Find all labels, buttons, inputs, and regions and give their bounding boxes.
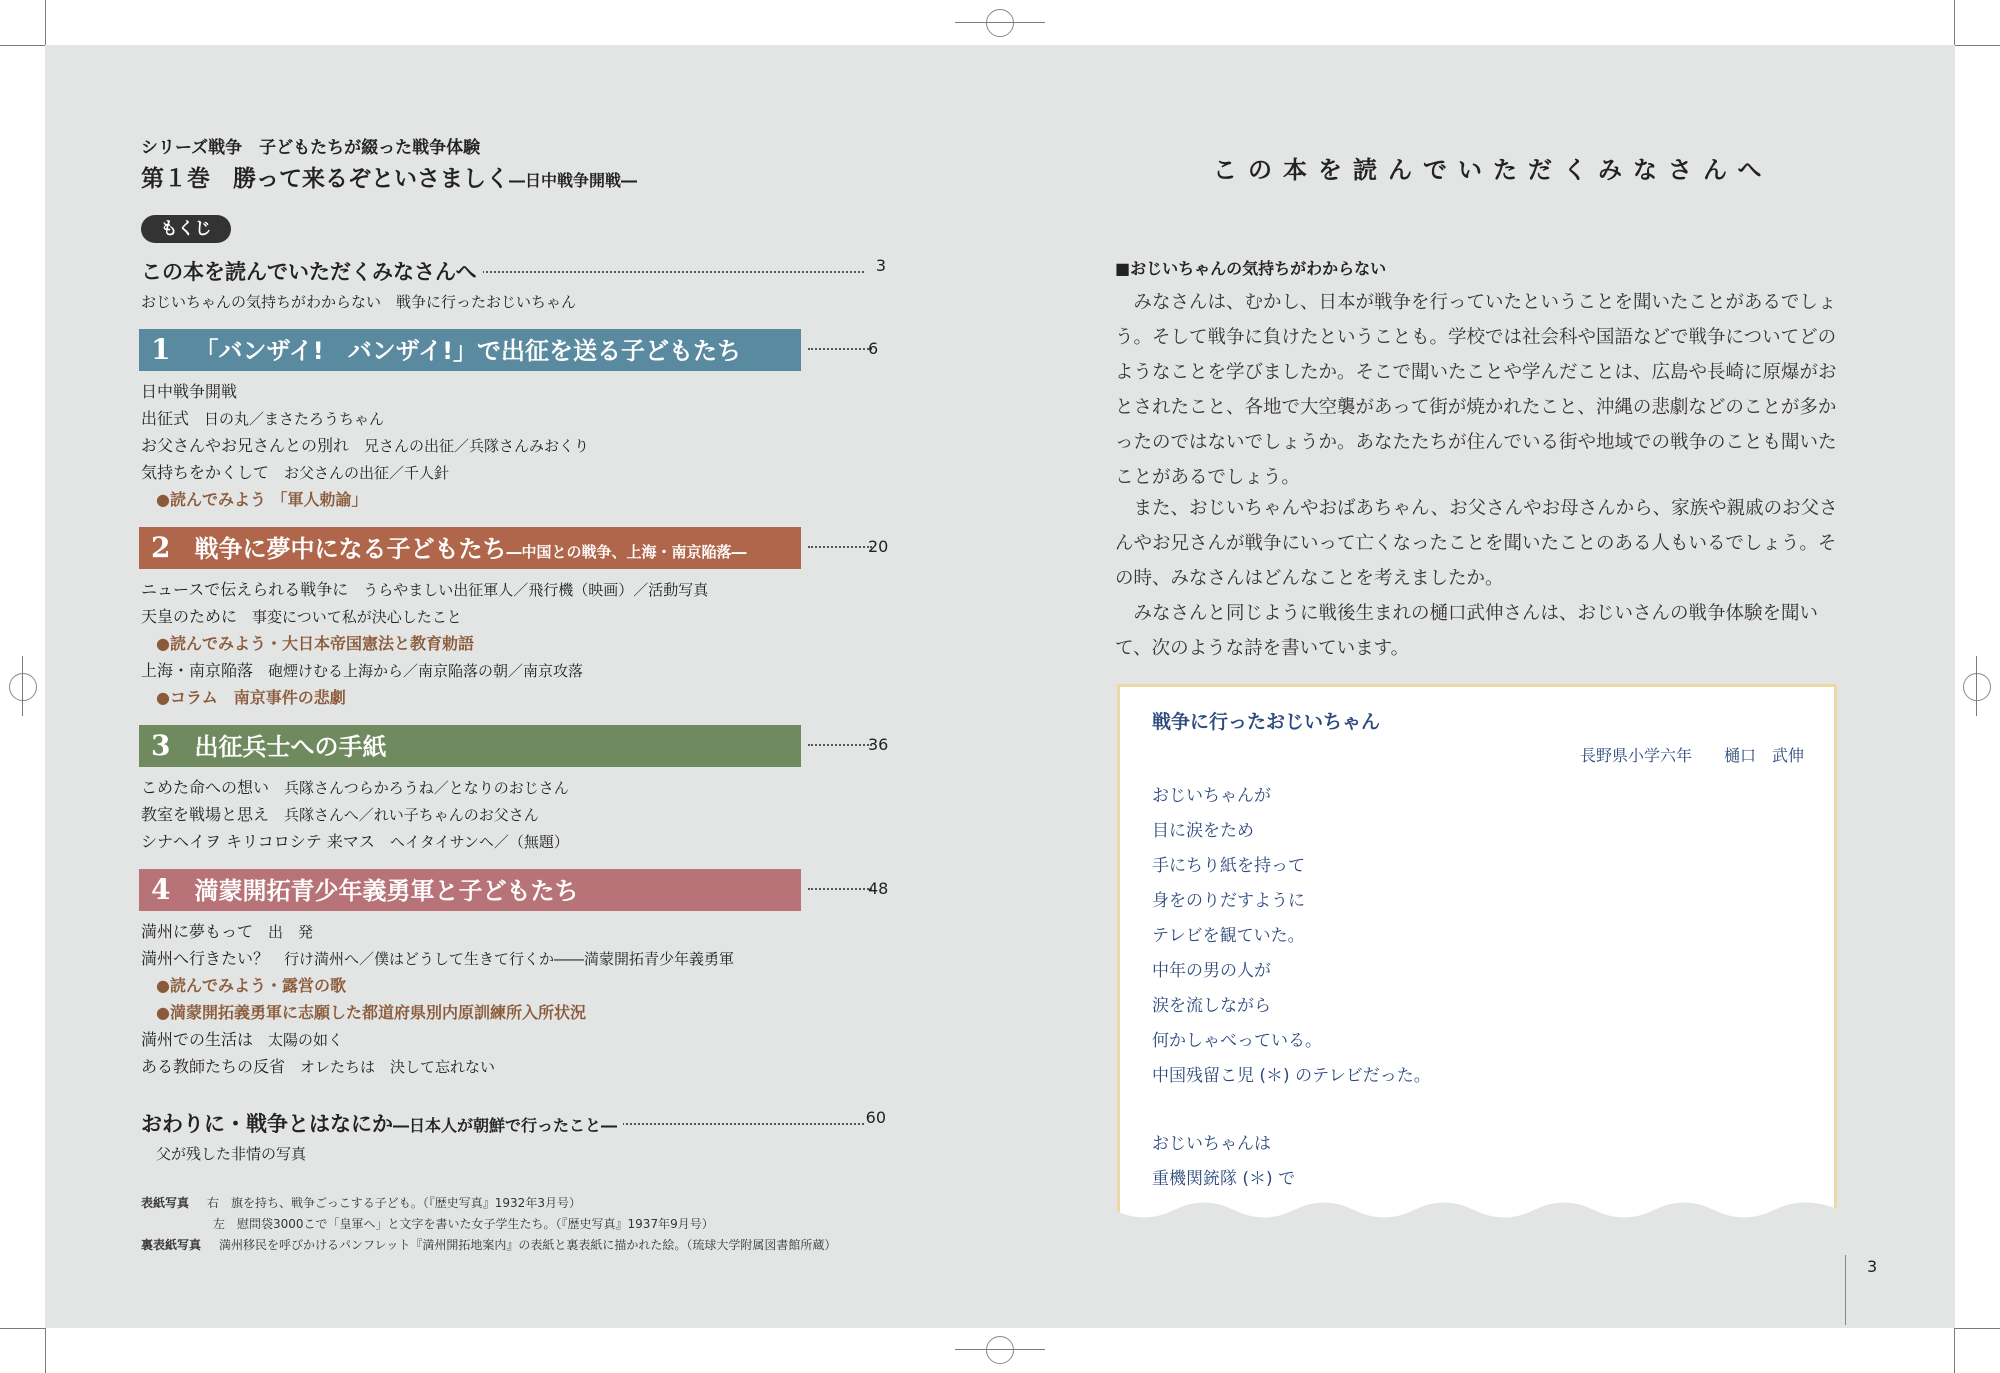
chapter-page-number: 48 [868, 879, 889, 898]
poem-line: 目に涙をため [1152, 821, 1254, 841]
chapter-page-number: 20 [868, 537, 889, 556]
toc-line-sub: 兵隊さんつらかろうね／となりのおじさん [284, 779, 569, 797]
toc-line-sub: 行け満州へ／僕はどうして生きて行くか――満蒙開拓青少年義勇軍 [284, 950, 735, 968]
toc-line-main: 天皇のために [141, 607, 238, 626]
poem-line: おじいちゃんは [1152, 1134, 1271, 1154]
poem-line: 中国残留こ児 (＊) のテレビだった。 [1152, 1066, 1431, 1086]
toc-line-main: 満州に夢もって [141, 922, 254, 941]
body-paragraph: また、おじいちゃんやおばあちゃん、お父さんやお母さんから、家族や親戚のお父さんやお兄さんが戦争にいって亡くなったことを聞いたことのある人もいるでしょう。その時、みなさんはどんなことを考えましたか。 [1115, 498, 1838, 589]
toc-line [141, 946, 734, 969]
registration-line [22, 656, 23, 716]
poem-line: 何かしゃべっている。 [1152, 1031, 1322, 1051]
toc-column-item: ●コラム 南京事件の悲劇 [156, 688, 346, 707]
poem-line: おじいちゃんが [1152, 786, 1271, 806]
crop-mark [0, 45, 45, 46]
toc-line-sub: 兵隊さんへ／れい子ちゃんのお父さん [284, 806, 539, 824]
poem-line: 手にちり紙を持って [1152, 856, 1305, 876]
leader-dots [808, 348, 872, 350]
toc-line-main: 満州での生活は [141, 1030, 254, 1049]
toc-ending-sub: 父が残した非情の写真 [156, 1145, 307, 1163]
footnote-text: 左 慰問袋3000こで「皇軍へ」と文字を書いた女子学生たち。（『歴史写真』1937年9月号） [213, 1217, 714, 1231]
toc-line-sub: オレたちは 決して忘れない [300, 1058, 496, 1076]
toc-line [141, 460, 449, 483]
footnote-text: 右 旗を持ち、戦争ごっこする子ども。（『歴史写真』1932年3月号） [207, 1196, 581, 1210]
toc-ending-row[interactable] [141, 1108, 886, 1134]
chapter-3-banner[interactable] [139, 725, 801, 767]
footnote-label: 表紙写真 [141, 1196, 190, 1210]
contents-badge: もくじ [141, 215, 231, 243]
leader-dots [808, 744, 872, 746]
registration-line [955, 1349, 1045, 1350]
chapter-page-number: 36 [868, 735, 889, 754]
registration-mark [986, 9, 1014, 37]
crop-mark [1954, 1328, 1955, 1373]
toc-intro-row[interactable] [141, 256, 886, 282]
crop-mark [45, 0, 46, 45]
series-title: シリーズ戦争 子どもたちが綴った戦争体験 [141, 138, 481, 158]
toc-line [141, 433, 589, 456]
chapter-number: 2 [151, 531, 171, 564]
chapter-2-banner[interactable] [139, 527, 801, 569]
toc-line [141, 379, 237, 402]
toc-line-sub: うらやましい出征軍人／飛行機（映画）／活動写真 [363, 581, 709, 599]
toc-line [141, 802, 539, 825]
poem-line: テレビを観ていた。 [1152, 926, 1305, 946]
crop-mark [1955, 45, 2000, 46]
poem-line: 重機関銃隊 (＊) で [1152, 1169, 1296, 1189]
toc-line [141, 1027, 343, 1050]
body-paragraph: みなさんと同じように戦後生まれの樋口武伸さんは、おじいさんの戦争体験を聞いて、次のような詩を書いています。 [1115, 603, 1819, 659]
toc-line-sub: 太陽の如く [268, 1031, 344, 1049]
poem-author: 長野県小学六年 樋口 武伸 [1579, 746, 1804, 765]
toc-line-main: 満州へ行きたい？ [141, 949, 270, 968]
toc-line-sub: ヘイタイサンヘ／（無題） [389, 833, 569, 851]
leader-dots [808, 888, 872, 890]
toc-line-sub: 事変について私が決心したこと [252, 608, 462, 626]
ending-title-main: おわりに・戦争とはなにか [141, 1112, 393, 1136]
toc-line [141, 829, 569, 852]
section-heading: ■おじいちゃんの気持ちがわからない [1115, 259, 1387, 278]
footnote [141, 1194, 581, 1211]
poem-line: 涙を流しながら [1152, 996, 1271, 1016]
toc-line-sub: 兄さんの出征／兵隊さんみおくり [364, 437, 590, 455]
poem-line: 身をのりだすように [1152, 891, 1305, 911]
toc-page-number: 60 [865, 1108, 886, 1127]
chapter-page-number: 6 [868, 339, 879, 358]
ending-title-sub: ―日本人が朝鮮で行ったこと― [393, 1116, 618, 1135]
body-paragraph: みなさんは、むかし、日本が戦争を行っていたということを聞いたことがあるでしょう。そして戦争に負けたということも。学校では社会科や国語などで戦争についてどのようなことを学びましたか。そこで聞いたことや学んだことは、広島や長崎に原爆がおとされたこと、各地で大空襲があって街が焼かれたこと、沖縄の悲劇などのことが多かったのではないでしょうか。あなたたちが住んでいる街や地域での戦争のことも聞いたことがあるでしょう。 [1115, 292, 1837, 488]
toc-reading-item: ●読んでみよう 「軍人勅諭」 [156, 490, 368, 509]
footnote-label: 裏表紙写真 [141, 1238, 202, 1252]
poem-box [1117, 684, 1837, 1229]
crop-mark [1954, 0, 1955, 45]
footnote [141, 1236, 836, 1253]
toc-line [141, 919, 313, 942]
chapter-title: 「バンザイ! バンザイ!」で出征を送る子どもたち [194, 337, 742, 365]
toc-line-sub: 砲煙けむる上海から／南京陥落の朝／南京攻落 [268, 662, 584, 680]
toc-line-main: ニュースで伝えられる戦争に [141, 580, 349, 599]
registration-line [1976, 656, 1977, 716]
toc-line [141, 406, 384, 429]
toc-line [141, 604, 462, 627]
registration-mark [1963, 673, 1991, 701]
toc-reading-item: ●満蒙開拓義勇軍に志願した都道府県別内原訓練所入所状況 [156, 1003, 586, 1022]
chapter-number: 3 [151, 729, 171, 762]
crop-mark [1955, 1328, 2000, 1329]
footnote-text: 満州移民を呼びかけるパンフレット『満州開拓地案内』の表紙と裏表紙に描かれた絵。（琉球大学附属図書館所蔵） [219, 1238, 837, 1252]
poem-title: 戦争に行ったおじいちゃん [1152, 711, 1381, 733]
toc-line [141, 577, 708, 600]
toc-reading-item: ●読んでみよう・大日本帝国憲法と教育勅語 [156, 634, 474, 653]
page-number: 3 [1867, 1257, 1878, 1276]
crop-mark [0, 1328, 45, 1329]
poem-line: 中年の男の人が [1152, 961, 1271, 981]
toc-line-main: こめた命への想い [141, 778, 270, 797]
toc-line-main: お父さんやお兄さんとの別れ [141, 436, 350, 455]
page-number-rule [1845, 1255, 1846, 1325]
chapter-title: 戦争に夢中になる子どもたち [194, 535, 507, 563]
registration-mark [9, 673, 37, 701]
toc-reading-item: ●読んでみよう・露営の歌 [156, 976, 346, 995]
toc-line-main: 上海・南京陥落 [141, 661, 254, 680]
toc-line [141, 775, 569, 798]
volume-subtitle: ―日中戦争開戦― [509, 171, 638, 190]
page-title: この本を読んでいただくみなさんへ [1213, 156, 1773, 184]
chapter-subtitle: ―中国との戦争、上海・南京陥落― [506, 543, 747, 561]
toc-line-main: 教室を戦場と思え [141, 805, 270, 824]
chapter-number: 4 [151, 873, 171, 906]
toc-line-main: シナヘイヲ キリコロシテ 来マス [141, 832, 375, 851]
toc-ending-title [141, 1108, 623, 1138]
footnote [213, 1215, 714, 1232]
torn-edge-wave [1114, 1200, 1840, 1240]
volume-title [141, 160, 637, 193]
chapter-1-banner[interactable] [139, 329, 801, 371]
chapter-number: 1 [151, 333, 171, 366]
toc-line-main: 出征式 [141, 409, 190, 428]
toc-line-main: ある教師たちの反省 [141, 1057, 286, 1076]
toc-line-sub: 出 発 [268, 923, 314, 941]
leader-dots [808, 546, 872, 548]
toc-line-sub: お父さんの出征／千人針 [284, 464, 450, 482]
crop-mark [45, 1328, 46, 1373]
toc-page-number: 3 [875, 256, 886, 275]
chapter-title: 満蒙開拓青少年義勇軍と子どもたち [194, 877, 579, 905]
toc-line-sub: 日の丸／まさたろうちゃん [204, 410, 385, 428]
chapter-title: 出征兵士への手紙 [194, 733, 387, 761]
toc-intro-sub: おじいちゃんの気持ちがわからない 戦争に行ったおじいちゃん [141, 293, 577, 311]
toc-line [141, 658, 583, 681]
toc-intro-title: この本を読んでいただくみなさんへ [141, 256, 483, 286]
toc-line [141, 1054, 495, 1077]
chapter-4-banner[interactable] [139, 869, 801, 911]
toc-line-main: 日中戦争開戦 [141, 382, 238, 401]
volume-main: 第１巻 勝って来るぞといさましく [141, 166, 509, 192]
registration-line [955, 22, 1045, 23]
toc-line-main: 気持ちをかくして [141, 463, 270, 482]
registration-mark [986, 1336, 1014, 1364]
